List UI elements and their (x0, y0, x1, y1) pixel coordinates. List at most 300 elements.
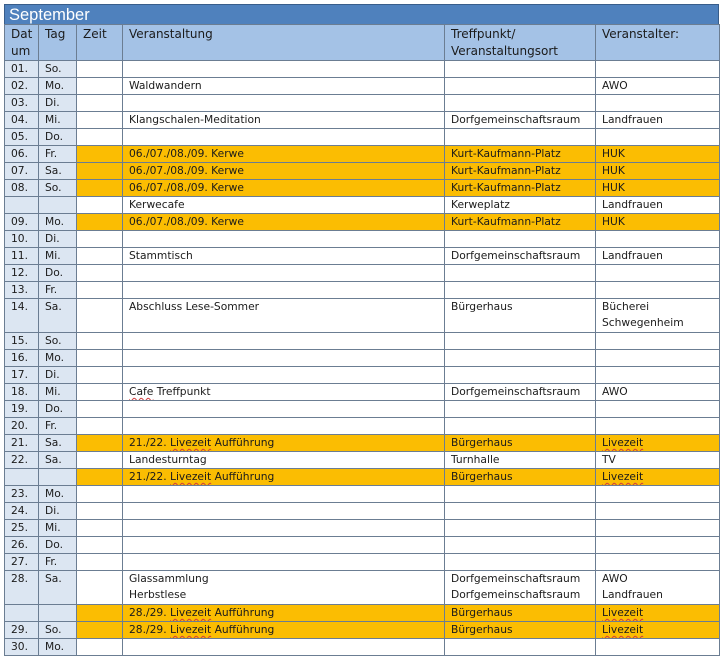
event-cell-text: Landesturntag (129, 453, 207, 466)
day-cell (39, 61, 77, 78)
day-cell (39, 367, 77, 384)
day-cell (39, 333, 77, 350)
place-cell (445, 248, 596, 265)
table-row (5, 265, 720, 282)
event-cell (123, 622, 445, 639)
time-cell (77, 231, 123, 248)
time-cell (77, 537, 123, 554)
event-cell (123, 248, 445, 265)
day-cell-text: So. (45, 181, 62, 194)
host-cell-text: Landfrauen (602, 198, 663, 211)
column-header-date: Datum (5, 25, 39, 61)
host-cell-text-2: Landfrauen (602, 588, 663, 601)
calendar-sheet (4, 4, 719, 656)
day-cell (39, 571, 77, 605)
table-row (5, 469, 720, 486)
date-cell (5, 129, 39, 146)
table-row (5, 231, 720, 248)
column-header-row (5, 25, 720, 61)
date-cell (5, 265, 39, 282)
date-cell (5, 197, 39, 214)
date-cell (5, 452, 39, 469)
host-cell-text: TV (602, 453, 616, 466)
day-cell (39, 282, 77, 299)
place-cell (445, 486, 596, 503)
date-cell-text: 22. (11, 453, 28, 466)
day-cell (39, 248, 77, 265)
table-row (5, 537, 720, 554)
day-cell (39, 605, 77, 622)
time-cell (77, 61, 123, 78)
host-cell-text: Livezeit (602, 436, 644, 449)
date-cell-text: 11. (11, 249, 28, 262)
table-row (5, 61, 720, 78)
date-cell (5, 503, 39, 520)
host-cell (596, 503, 720, 520)
event-cell (123, 163, 445, 180)
host-cell-text: Livezeit (602, 606, 644, 619)
host-cell (596, 61, 720, 78)
date-cell (5, 520, 39, 537)
day-cell-text: Di. (45, 368, 60, 381)
day-cell (39, 112, 77, 129)
date-cell (5, 61, 39, 78)
day-cell-text: Fr. (45, 147, 58, 160)
event-cell (123, 486, 445, 503)
event-cell (123, 605, 445, 622)
column-header-time: Zeit (77, 25, 123, 61)
table-row (5, 605, 720, 622)
place-cell-text: Dorfgemeinschaftsraum (451, 113, 581, 126)
date-cell-text: 26. (11, 538, 28, 551)
time-cell (77, 282, 123, 299)
table-row (5, 180, 720, 197)
place-cell (445, 265, 596, 282)
time-cell (77, 367, 123, 384)
table-row (5, 163, 720, 180)
host-cell-text: HUK (602, 215, 625, 228)
time-cell (77, 401, 123, 418)
table-row (5, 299, 720, 333)
place-cell (445, 571, 596, 605)
day-cell (39, 146, 77, 163)
event-cell (123, 350, 445, 367)
event-cell (123, 537, 445, 554)
event-cell (123, 384, 445, 401)
time-cell (77, 486, 123, 503)
day-cell (39, 299, 77, 333)
time-cell (77, 639, 123, 656)
host-cell (596, 146, 720, 163)
event-cell (123, 469, 445, 486)
table-row (5, 639, 720, 656)
place-cell (445, 418, 596, 435)
column-header-host: Veranstalter: (596, 25, 720, 61)
column-header-place: Treffpunkt/ Veranstaltungsort (445, 25, 596, 61)
day-cell (39, 95, 77, 112)
day-cell-text: Di. (45, 232, 60, 245)
host-cell (596, 299, 720, 333)
day-cell-text: Sa. (45, 436, 62, 449)
day-cell-text: Mo. (45, 351, 64, 364)
place-cell (445, 163, 596, 180)
time-cell (77, 163, 123, 180)
place-cell (445, 180, 596, 197)
event-cell-text: Waldwandern (129, 79, 202, 92)
time-cell (77, 129, 123, 146)
day-cell-text: Fr. (45, 419, 58, 432)
day-cell-text: Do. (45, 130, 63, 143)
table-row (5, 248, 720, 265)
place-cell-text: Kurt-Kaufmann-Platz (451, 181, 561, 194)
place-cell-text: Bürgerhaus (451, 436, 513, 449)
time-cell (77, 299, 123, 333)
event-cell-text: Klangschalen-Meditation (129, 113, 261, 126)
time-cell (77, 180, 123, 197)
table-row (5, 384, 720, 401)
time-cell (77, 605, 123, 622)
time-cell (77, 333, 123, 350)
place-cell-text: Bürgerhaus (451, 606, 513, 619)
day-cell-text: Mo. (45, 487, 64, 500)
date-cell (5, 537, 39, 554)
event-cell-text: Cafe Treffpunkt (129, 385, 211, 398)
host-cell (596, 265, 720, 282)
day-cell (39, 197, 77, 214)
date-cell-text: 08. (11, 181, 28, 194)
date-cell-text: 21. (11, 436, 28, 449)
time-cell (77, 384, 123, 401)
date-cell (5, 112, 39, 129)
date-cell (5, 571, 39, 605)
host-cell (596, 401, 720, 418)
event-cell-text: 21./22. Livezeit Aufführung (129, 470, 275, 483)
date-cell (5, 163, 39, 180)
time-cell (77, 435, 123, 452)
event-cell-text: Glassammlung (129, 572, 209, 585)
place-cell (445, 282, 596, 299)
day-cell (39, 452, 77, 469)
place-cell-text: Bürgerhaus (451, 300, 513, 313)
event-cell-text: Abschluss Lese-Sommer (129, 300, 260, 313)
time-cell (77, 350, 123, 367)
host-cell (596, 537, 720, 554)
date-cell-text: 27. (11, 555, 28, 568)
day-cell-text: Do. (45, 266, 63, 279)
place-cell (445, 469, 596, 486)
place-cell (445, 401, 596, 418)
place-cell (445, 622, 596, 639)
host-cell (596, 554, 720, 571)
table-row (5, 486, 720, 503)
event-cell (123, 639, 445, 656)
date-cell-text: 28. (11, 572, 28, 585)
time-cell (77, 571, 123, 605)
day-cell (39, 384, 77, 401)
date-cell (5, 180, 39, 197)
column-header-day: Tag (39, 25, 77, 61)
day-cell (39, 401, 77, 418)
day-cell-text: Mo. (45, 79, 64, 92)
date-cell-text: 24. (11, 504, 28, 517)
day-cell (39, 639, 77, 656)
day-cell (39, 486, 77, 503)
date-cell-text: 20. (11, 419, 28, 432)
day-cell (39, 265, 77, 282)
event-cell (123, 112, 445, 129)
event-cell (123, 282, 445, 299)
time-cell (77, 554, 123, 571)
day-cell-text: Fr. (45, 283, 58, 296)
place-cell-text-2: Dorfgemeinschaftsraum (451, 588, 581, 601)
event-cell (123, 146, 445, 163)
host-cell-text-2: Schwegenheim (602, 316, 684, 329)
host-cell (596, 248, 720, 265)
place-cell-text: Turnhalle (451, 453, 500, 466)
place-cell-text: Dorfgemeinschaftsraum (451, 385, 581, 398)
day-cell-text: Mo. (45, 640, 64, 653)
event-cell (123, 452, 445, 469)
place-cell-text: Bürgerhaus (451, 470, 513, 483)
day-cell-text: Sa. (45, 164, 62, 177)
host-cell-text: AWO (602, 572, 628, 585)
day-cell (39, 129, 77, 146)
event-cell (123, 78, 445, 95)
table-row (5, 197, 720, 214)
event-cell (123, 214, 445, 231)
host-cell (596, 639, 720, 656)
place-cell (445, 537, 596, 554)
time-cell (77, 503, 123, 520)
date-cell-text: 25. (11, 521, 28, 534)
table-row (5, 622, 720, 639)
day-cell (39, 469, 77, 486)
day-cell (39, 503, 77, 520)
table-row (5, 503, 720, 520)
day-cell-text: So. (45, 334, 62, 347)
table-row (5, 146, 720, 163)
place-cell-text: Kerweplatz (451, 198, 510, 211)
host-cell (596, 435, 720, 452)
column-header-event: Veranstaltung (123, 25, 445, 61)
event-cell (123, 197, 445, 214)
date-cell (5, 554, 39, 571)
date-cell (5, 248, 39, 265)
place-cell (445, 435, 596, 452)
host-cell (596, 367, 720, 384)
date-cell (5, 435, 39, 452)
day-cell-text: Mi. (45, 385, 61, 398)
date-cell-text: 14. (11, 300, 28, 313)
host-cell (596, 469, 720, 486)
event-cell-text: 06./07./08./09. Kerwe (129, 215, 244, 228)
day-cell (39, 554, 77, 571)
date-cell (5, 333, 39, 350)
event-cell-text: 06./07./08./09. Kerwe (129, 147, 244, 160)
date-cell (5, 78, 39, 95)
date-cell (5, 622, 39, 639)
place-cell (445, 639, 596, 656)
time-cell (77, 95, 123, 112)
host-cell-text: HUK (602, 181, 625, 194)
place-cell-text: Kurt-Kaufmann-Platz (451, 215, 561, 228)
month-title: September (4, 4, 719, 24)
host-cell (596, 486, 720, 503)
events-table (4, 24, 720, 656)
day-cell (39, 537, 77, 554)
host-cell-text: AWO (602, 79, 628, 92)
event-cell (123, 61, 445, 78)
event-cell (123, 299, 445, 333)
date-cell-text: 09. (11, 215, 28, 228)
date-cell-text: 19. (11, 402, 28, 415)
date-cell-text: 29. (11, 623, 28, 636)
host-cell-text: HUK (602, 147, 625, 160)
table-row (5, 214, 720, 231)
event-cell (123, 180, 445, 197)
date-cell-text: 03. (11, 96, 28, 109)
day-cell (39, 435, 77, 452)
day-cell-text: Di. (45, 96, 60, 109)
event-cell (123, 571, 445, 605)
host-cell (596, 214, 720, 231)
event-cell (123, 367, 445, 384)
table-row (5, 452, 720, 469)
date-cell (5, 384, 39, 401)
place-cell (445, 350, 596, 367)
place-cell (445, 61, 596, 78)
date-cell-text: 23. (11, 487, 28, 500)
place-cell-text: Kurt-Kaufmann-Platz (451, 164, 561, 177)
date-cell-text: 12. (11, 266, 28, 279)
time-cell (77, 146, 123, 163)
time-cell (77, 214, 123, 231)
date-cell (5, 486, 39, 503)
place-cell (445, 520, 596, 537)
date-cell (5, 605, 39, 622)
date-cell-text: 10. (11, 232, 28, 245)
date-cell-text: 01. (11, 62, 28, 75)
host-cell (596, 197, 720, 214)
place-cell-text: Kurt-Kaufmann-Platz (451, 147, 561, 160)
host-cell-text: AWO (602, 385, 628, 398)
table-row (5, 554, 720, 571)
event-cell (123, 333, 445, 350)
date-cell (5, 639, 39, 656)
time-cell (77, 622, 123, 639)
date-cell (5, 299, 39, 333)
table-row (5, 401, 720, 418)
table-row (5, 435, 720, 452)
place-cell (445, 333, 596, 350)
table-row (5, 520, 720, 537)
host-cell (596, 180, 720, 197)
place-cell (445, 95, 596, 112)
table-row (5, 367, 720, 384)
event-cell (123, 503, 445, 520)
day-cell-text: Sa. (45, 572, 62, 585)
time-cell (77, 78, 123, 95)
date-cell-text: 07. (11, 164, 28, 177)
date-cell (5, 231, 39, 248)
place-cell-text: Dorfgemeinschaftsraum (451, 572, 581, 585)
host-cell (596, 350, 720, 367)
table-row (5, 129, 720, 146)
time-cell (77, 197, 123, 214)
table-row (5, 418, 720, 435)
day-cell-text: So. (45, 62, 62, 75)
time-cell (77, 112, 123, 129)
date-cell-text: 30. (11, 640, 28, 653)
place-cell (445, 299, 596, 333)
day-cell (39, 520, 77, 537)
table-row (5, 95, 720, 112)
time-cell (77, 418, 123, 435)
date-cell-text: 13. (11, 283, 28, 296)
table-row (5, 78, 720, 95)
host-cell (596, 163, 720, 180)
date-cell-text: 18. (11, 385, 28, 398)
place-cell (445, 112, 596, 129)
date-cell (5, 95, 39, 112)
place-cell (445, 554, 596, 571)
event-cell (123, 520, 445, 537)
host-cell (596, 333, 720, 350)
time-cell (77, 452, 123, 469)
date-cell-text: 05. (11, 130, 28, 143)
day-cell (39, 180, 77, 197)
event-cell-text: 06./07./08./09. Kerwe (129, 181, 244, 194)
event-cell (123, 265, 445, 282)
host-cell (596, 129, 720, 146)
time-cell (77, 248, 123, 265)
date-cell (5, 214, 39, 231)
date-cell (5, 469, 39, 486)
date-cell (5, 282, 39, 299)
host-cell (596, 78, 720, 95)
host-cell-text: Landfrauen (602, 249, 663, 262)
host-cell (596, 95, 720, 112)
host-cell (596, 418, 720, 435)
day-cell-text: So. (45, 623, 62, 636)
host-cell (596, 112, 720, 129)
day-cell-text: Do. (45, 402, 63, 415)
day-cell-text: Mi. (45, 249, 61, 262)
time-cell (77, 520, 123, 537)
event-cell-text: 28./29. Livezeit Aufführung (129, 623, 275, 636)
event-cell-text: Kerwecafe (129, 198, 185, 211)
host-cell-text: Livezeit (602, 623, 644, 636)
day-cell-text: Sa. (45, 453, 62, 466)
day-cell (39, 163, 77, 180)
date-cell (5, 367, 39, 384)
place-cell (445, 214, 596, 231)
time-cell (77, 265, 123, 282)
place-cell (445, 78, 596, 95)
place-cell (445, 452, 596, 469)
date-cell-text: 06. (11, 147, 28, 160)
day-cell (39, 214, 77, 231)
host-cell (596, 605, 720, 622)
host-cell (596, 520, 720, 537)
place-cell (445, 146, 596, 163)
place-cell (445, 605, 596, 622)
date-cell-text: 15. (11, 334, 28, 347)
day-cell-text: Mi. (45, 521, 61, 534)
event-cell (123, 435, 445, 452)
host-cell (596, 571, 720, 605)
event-cell (123, 231, 445, 248)
